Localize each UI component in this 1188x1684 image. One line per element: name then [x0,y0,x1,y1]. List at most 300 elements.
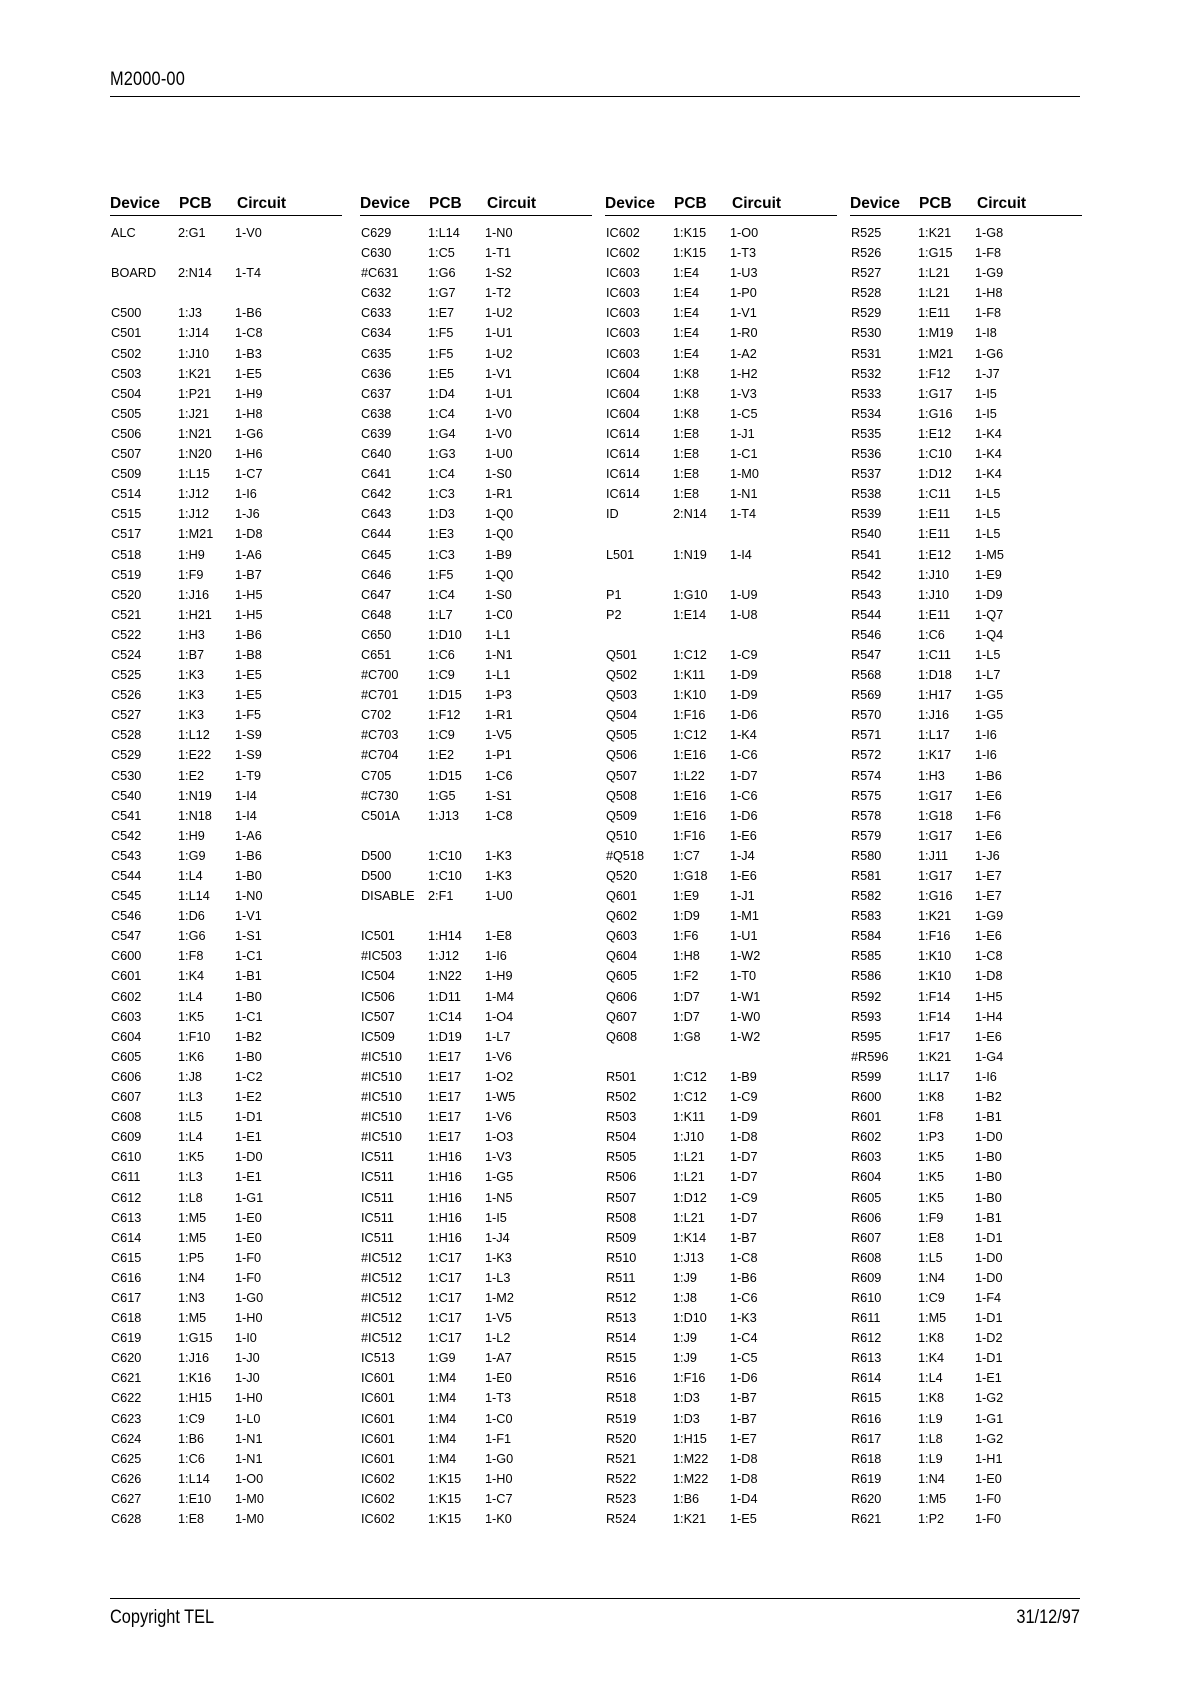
table-rows [110,223,342,1529]
table-row [110,1509,342,1529]
pcb-cell: 1:L21 [673,1150,705,1165]
circuit-cell: 1-C1 [235,949,263,964]
circuit-cell: 1-S0 [485,467,512,482]
circuit-cell: 1-V5 [485,1311,512,1326]
device-cell: C628 [111,1512,142,1526]
circuit-cell: 1-I5 [975,386,997,401]
circuit-cell: 1-D7 [730,1170,758,1185]
table-row [110,1268,342,1288]
device-cell: C625 [111,1451,142,1466]
pcb-cell: 1:E4 [673,266,700,281]
circuit-cell: 1-P3 [485,688,512,703]
circuit-cell: 1-M1 [730,909,759,924]
pcb-cell: 1:N3 [178,1290,205,1305]
circuit-cell: 1-K3 [485,869,512,883]
circuit-cell: 1-K3 [730,1311,757,1326]
device-cell: R502 [606,1090,637,1105]
pcb-cell: 1:L8 [178,1190,203,1205]
pcb-cell: 1:G4 [428,426,456,441]
device-cell: R519 [606,1411,637,1426]
table-row [605,1429,837,1449]
pcb-cell: 2:G1 [178,226,206,240]
circuit-cell: 1-G5 [485,1170,514,1185]
circuit-cell: 1-D1 [975,1311,1003,1326]
pcb-cell: 1:K8 [918,1331,945,1346]
pcb-cell: 1:M5 [178,1210,207,1225]
table-row [110,364,342,384]
circuit-cell: 1-B6 [975,768,1002,783]
pcb-cell: 1:K3 [178,708,205,723]
device-cell: R539 [851,507,882,522]
circuit-cell: 1-C8 [975,949,1003,964]
circuit-cell: 1-D9 [730,1110,758,1125]
device-cell: R602 [851,1130,882,1145]
circuit-cell: 1-S1 [485,788,512,803]
pcb-cell: 1:N4 [918,1270,945,1285]
circuit-cell: 1-E7 [975,889,1002,904]
pcb-cell: 1:F2 [673,969,699,984]
table-row [850,1388,1082,1408]
circuit-cell: 1-E5 [235,366,262,381]
circuit-cell: 1-B7 [730,1411,757,1426]
pcb-cell: 1:L12 [178,728,210,743]
device-cell: IC511 [361,1230,394,1245]
table-header [360,194,592,216]
device-cell: R574 [851,768,882,783]
table-row [360,926,592,946]
circuit-cell: 1-S9 [235,748,262,763]
circuit-cell: 1-C6 [730,748,758,763]
table-row [110,1388,342,1408]
device-cell: R546 [851,627,882,642]
table-row [605,926,837,946]
table-row [850,665,1082,685]
device-cell: C502 [111,346,142,361]
device-cell: C643 [361,507,392,522]
table-row [360,1429,592,1449]
table-row [360,464,592,484]
device-cell: Q503 [606,688,638,703]
table-row [110,1107,342,1127]
circuit-cell: 1-E7 [730,1431,757,1446]
circuit-cell: 1-B1 [235,969,262,984]
circuit-cell: 1-C7 [485,1491,513,1506]
circuit-cell: 1-A6 [235,547,262,562]
table-row [850,1027,1082,1047]
circuit-cell: 1-D0 [975,1250,1003,1265]
pcb-cell: 1:L21 [673,1170,705,1185]
pcb-cell: 1:C12 [673,728,707,743]
pcb-cell: 1:J9 [673,1331,697,1346]
device-cell: C509 [111,467,142,482]
device-cell: P2 [606,607,622,622]
table-row [605,585,837,605]
pcb-cell: 1:G17 [918,386,953,401]
device-cell: R504 [606,1130,637,1145]
pcb-cell: 1:E17 [428,1090,462,1105]
device-cell: R586 [851,969,882,984]
table-row [110,545,342,565]
pcb-cell: 1:K4 [918,1351,945,1366]
pcb-cell: 1:N22 [428,969,462,984]
pcb-cell: 1:M21 [178,527,214,542]
device-cell: C602 [111,989,142,1004]
table-row [110,344,342,364]
device-cell: Q508 [606,788,638,803]
device-cell: IC601 [361,1451,395,1466]
circuit-cell: 1-B2 [975,1090,1002,1105]
circuit-cell: 1-B6 [235,306,262,321]
device-cell: Q505 [606,728,638,743]
pcb-cell: 1:F10 [178,1029,211,1044]
device-cell: R507 [606,1190,637,1205]
device-cell: DISABLE [361,889,415,904]
circuit-cell: 1-C9 [730,647,758,662]
device-cell: R506 [606,1170,637,1185]
circuit-cell: 1-I0 [235,1331,257,1346]
device-cell: R579 [851,828,882,843]
device-cell: IC603 [606,286,640,301]
pcb-cell: 1:E11 [918,507,951,522]
table-row [605,1208,837,1228]
pcb-cell: 1:N21 [178,426,212,441]
pcb-cell: 1:F16 [673,828,706,843]
circuit-cell: 1-L0 [235,1411,261,1426]
circuit-cell: 1-U3 [730,266,758,281]
pcb-cell: 1:K11 [673,668,706,683]
pcb-cell: 1:K8 [673,406,700,421]
circuit-cell: 1-Q4 [975,627,1004,642]
table-row [110,1348,342,1368]
table-row [360,263,592,283]
circuit-cell: 1-A6 [235,828,262,843]
device-cell: R592 [851,989,882,1004]
circuit-cell: 1-B7 [730,1391,757,1406]
table-row [850,1047,1082,1067]
device-cell: C601 [111,969,142,984]
table-row [605,1188,837,1208]
header-device: Device [605,195,655,212]
circuit-cell: 1-B1 [975,1110,1002,1125]
circuit-cell: 1-I6 [975,748,997,763]
pcb-cell: 1:E17 [428,1110,462,1125]
table-row [850,223,1082,243]
pcb-cell: 1:M19 [918,326,954,341]
device-cell: R512 [606,1290,637,1305]
pcb-cell: 1:E10 [178,1491,212,1506]
circuit-cell: 1-V0 [235,226,262,240]
table-row [605,223,837,243]
circuit-cell: 1-G2 [975,1391,1004,1406]
table-row [110,1047,342,1067]
device-cell: Q606 [606,989,638,1004]
device-cell: R604 [851,1170,882,1185]
pcb-cell: 1:G5 [428,788,456,803]
circuit-cell: 1-J1 [730,889,755,904]
table-row [605,1127,837,1147]
device-cell: R510 [606,1250,637,1265]
circuit-cell: 1-D6 [730,808,758,823]
device-cell: C501A [361,808,400,823]
table-row [605,766,837,786]
pcb-cell: 1:D12 [673,1190,707,1205]
table-row [850,705,1082,725]
circuit-cell: 1-F6 [975,808,1002,823]
pcb-cell: 1:H9 [178,547,205,562]
circuit-cell: 1-M0 [730,467,759,482]
pcb-cell: 1:F12 [918,366,951,381]
device-cell: IC602 [606,226,640,240]
pcb-cell: 1:D15 [428,688,462,703]
pcb-cell: 1:L4 [178,989,203,1004]
device-cell: Q506 [606,748,638,763]
table-row [850,1127,1082,1147]
circuit-cell: 1-V3 [485,1150,512,1165]
device-cell: C600 [111,949,142,964]
pcb-cell: 1:K5 [918,1150,945,1165]
device-cell: C651 [361,647,392,662]
pcb-cell: 1:F9 [178,567,204,582]
pcb-cell: 1:G8 [673,1029,701,1044]
device-cell: R570 [851,708,882,723]
pcb-cell: 1:K21 [918,909,952,924]
pcb-cell: 1:K10 [918,969,952,984]
header-pcb: PCB [919,195,952,212]
pcb-cell: 1:K5 [178,1009,205,1024]
table-row [850,906,1082,926]
circuit-cell: 1-E0 [485,1371,512,1386]
pcb-cell: 1:L14 [428,226,460,240]
table-row [850,1087,1082,1107]
circuit-cell: 1-G6 [235,426,264,441]
table-row [850,524,1082,544]
circuit-cell: 1-U0 [485,447,513,462]
device-cell: C501 [111,326,142,341]
table-row [605,364,837,384]
circuit-cell: 1-C8 [485,808,513,823]
circuit-cell: 1-K4 [975,447,1002,462]
device-cell: R524 [606,1512,637,1526]
table-row [110,1087,342,1107]
pcb-cell: 1:H16 [428,1190,462,1205]
circuit-cell: 1-N5 [485,1190,513,1205]
table-row [110,524,342,544]
device-cell: IC603 [606,346,640,361]
circuit-cell: 1-E5 [235,668,262,683]
device-cell: R534 [851,406,882,421]
table-row [360,484,592,504]
circuit-cell: 1-B6 [730,1270,757,1285]
circuit-cell: 1-I8 [975,326,997,341]
table-row [360,605,592,625]
pcb-cell: 1:E8 [918,1230,945,1245]
pcb-cell: 1:G9 [428,1351,456,1366]
pcb-cell: 1:P21 [178,386,212,401]
pcb-cell: 1:L22 [673,768,705,783]
table-row [360,1469,592,1489]
device-cell: R616 [851,1411,882,1426]
device-cell: R515 [606,1351,637,1366]
pcb-cell: 1:C3 [428,547,455,562]
table-row [850,1248,1082,1268]
device-cell: R617 [851,1431,882,1446]
table-row [850,1268,1082,1288]
circuit-cell: 1-P0 [730,286,757,301]
pcb-cell: 1:C10 [918,447,952,462]
device-cell: R621 [851,1512,882,1526]
device-cell: C521 [111,607,142,622]
device-cell: R608 [851,1250,882,1265]
pcb-cell: 1:G17 [918,828,953,843]
circuit-cell: 1-D8 [730,1451,758,1466]
device-cell: R532 [851,366,882,381]
table-row [605,645,837,665]
table-row [605,1509,837,1529]
header-circuit: Circuit [977,195,1027,212]
pcb-cell: 1:J10 [178,346,210,361]
circuit-cell: 1-O2 [485,1069,514,1084]
table-row [850,565,1082,585]
pcb-cell: 1:D3 [673,1391,700,1406]
circuit-cell: 1-C0 [485,607,513,622]
table-row [360,725,592,745]
circuit-cell: 1-V6 [485,1110,512,1125]
device-cell: #C703 [361,728,399,743]
table-row [605,243,837,263]
circuit-cell: 1-O0 [730,226,759,240]
device-cell: IC504 [361,969,395,984]
table-row [110,766,342,786]
circuit-cell: 1-E1 [235,1170,262,1185]
pcb-cell: 1:E17 [428,1130,462,1145]
table-row [605,1328,837,1348]
circuit-cell: 1-H9 [235,386,263,401]
circuit-cell: 1-H0 [235,1311,263,1326]
table-row [360,1388,592,1408]
device-cell: R531 [851,346,882,361]
table-row [360,1127,592,1147]
device-cell: Q603 [606,929,638,944]
table-row [110,223,342,243]
table-row [360,846,592,866]
circuit-cell: 1-B7 [235,567,262,582]
pcb-cell: 1:E3 [428,527,455,542]
header-pcb: PCB [179,195,212,212]
device-cell: R505 [606,1150,637,1165]
circuit-cell: 1-D0 [235,1150,263,1165]
device-cell: #C700 [361,668,399,683]
table-row [360,1449,592,1469]
circuit-cell: 1-F0 [235,1250,262,1265]
pcb-cell: 1:L15 [178,467,210,482]
circuit-cell: 1-T1 [485,246,512,261]
device-cell: C618 [111,1311,142,1326]
device-cell: C546 [111,909,142,924]
device-cell: R535 [851,426,882,441]
pcb-cell: 1:J10 [918,587,950,602]
circuit-cell: 1-Q0 [485,507,514,522]
table-row [110,745,342,765]
circuit-cell: 1-G4 [975,1049,1004,1064]
pcb-cell: 1:D19 [428,1029,462,1044]
device-cell: C505 [111,406,142,421]
pcb-cell: 1:B6 [673,1491,700,1506]
device-cell: D500 [361,848,392,863]
device-cell: C540 [111,788,142,803]
circuit-cell: 1-E1 [235,1130,262,1145]
table-row [605,565,837,585]
circuit-cell: 1-H0 [485,1471,513,1486]
table-row [850,1188,1082,1208]
table-row [605,806,837,826]
pcb-cell: 1:G17 [918,869,953,883]
pcb-cell: 1:K5 [918,1170,945,1185]
circuit-cell: 1-J4 [730,848,755,863]
device-cell: IC501 [361,929,395,944]
table-row [110,826,342,846]
table-row [110,926,342,946]
device-cell: C622 [111,1391,142,1406]
table-row [110,665,342,685]
pcb-cell: 1:H3 [178,627,205,642]
circuit-cell: 1-G9 [975,909,1004,924]
device-cell: C617 [111,1290,142,1305]
device-cell: C637 [361,386,392,401]
table-row [850,303,1082,323]
pcb-cell: 1:N4 [918,1471,945,1486]
device-cell: C530 [111,768,142,783]
device-cell: IC614 [606,487,640,502]
device-cell: R582 [851,889,882,904]
circuit-cell: 1-G1 [235,1190,264,1205]
device-cell: P1 [606,587,622,602]
circuit-cell: 1-N1 [235,1451,263,1466]
device-cell: C524 [111,647,142,662]
pcb-cell: 1:E4 [673,326,700,341]
pcb-cell: 1:F5 [428,567,454,582]
circuit-cell: 1-I4 [235,788,257,803]
device-cell: C632 [361,286,392,301]
pcb-cell: 1:C17 [428,1250,462,1265]
table-row [605,1067,837,1087]
pcb-cell: 1:G3 [428,447,456,462]
circuit-cell: 1-H0 [235,1391,263,1406]
device-cell: C545 [111,889,142,904]
device-cell: C514 [111,487,142,502]
device-cell: #C631 [361,266,399,281]
pcb-cell: 1:B7 [178,647,205,662]
pcb-cell: 1:J13 [673,1250,705,1265]
circuit-cell: 1-R0 [730,326,758,341]
circuit-cell: 1-H5 [235,587,263,602]
device-cell: #IC510 [361,1110,402,1125]
device-cell: R537 [851,467,882,482]
table-row [360,243,592,263]
circuit-cell: 1-D8 [730,1130,758,1145]
pcb-cell: 1:N4 [178,1270,205,1285]
table-row [605,685,837,705]
circuit-cell: 1-J4 [485,1230,510,1245]
table-row [360,665,592,685]
device-cell: C647 [361,587,392,602]
device-cell: C702 [361,708,392,723]
pcb-cell: 1:E8 [178,1512,205,1526]
pcb-cell: 1:J9 [673,1270,697,1285]
pcb-cell: 1:C6 [918,627,945,642]
pcb-cell: 1:C5 [428,246,455,261]
pcb-cell: 1:M5 [178,1311,207,1326]
device-cell: C627 [111,1491,142,1506]
